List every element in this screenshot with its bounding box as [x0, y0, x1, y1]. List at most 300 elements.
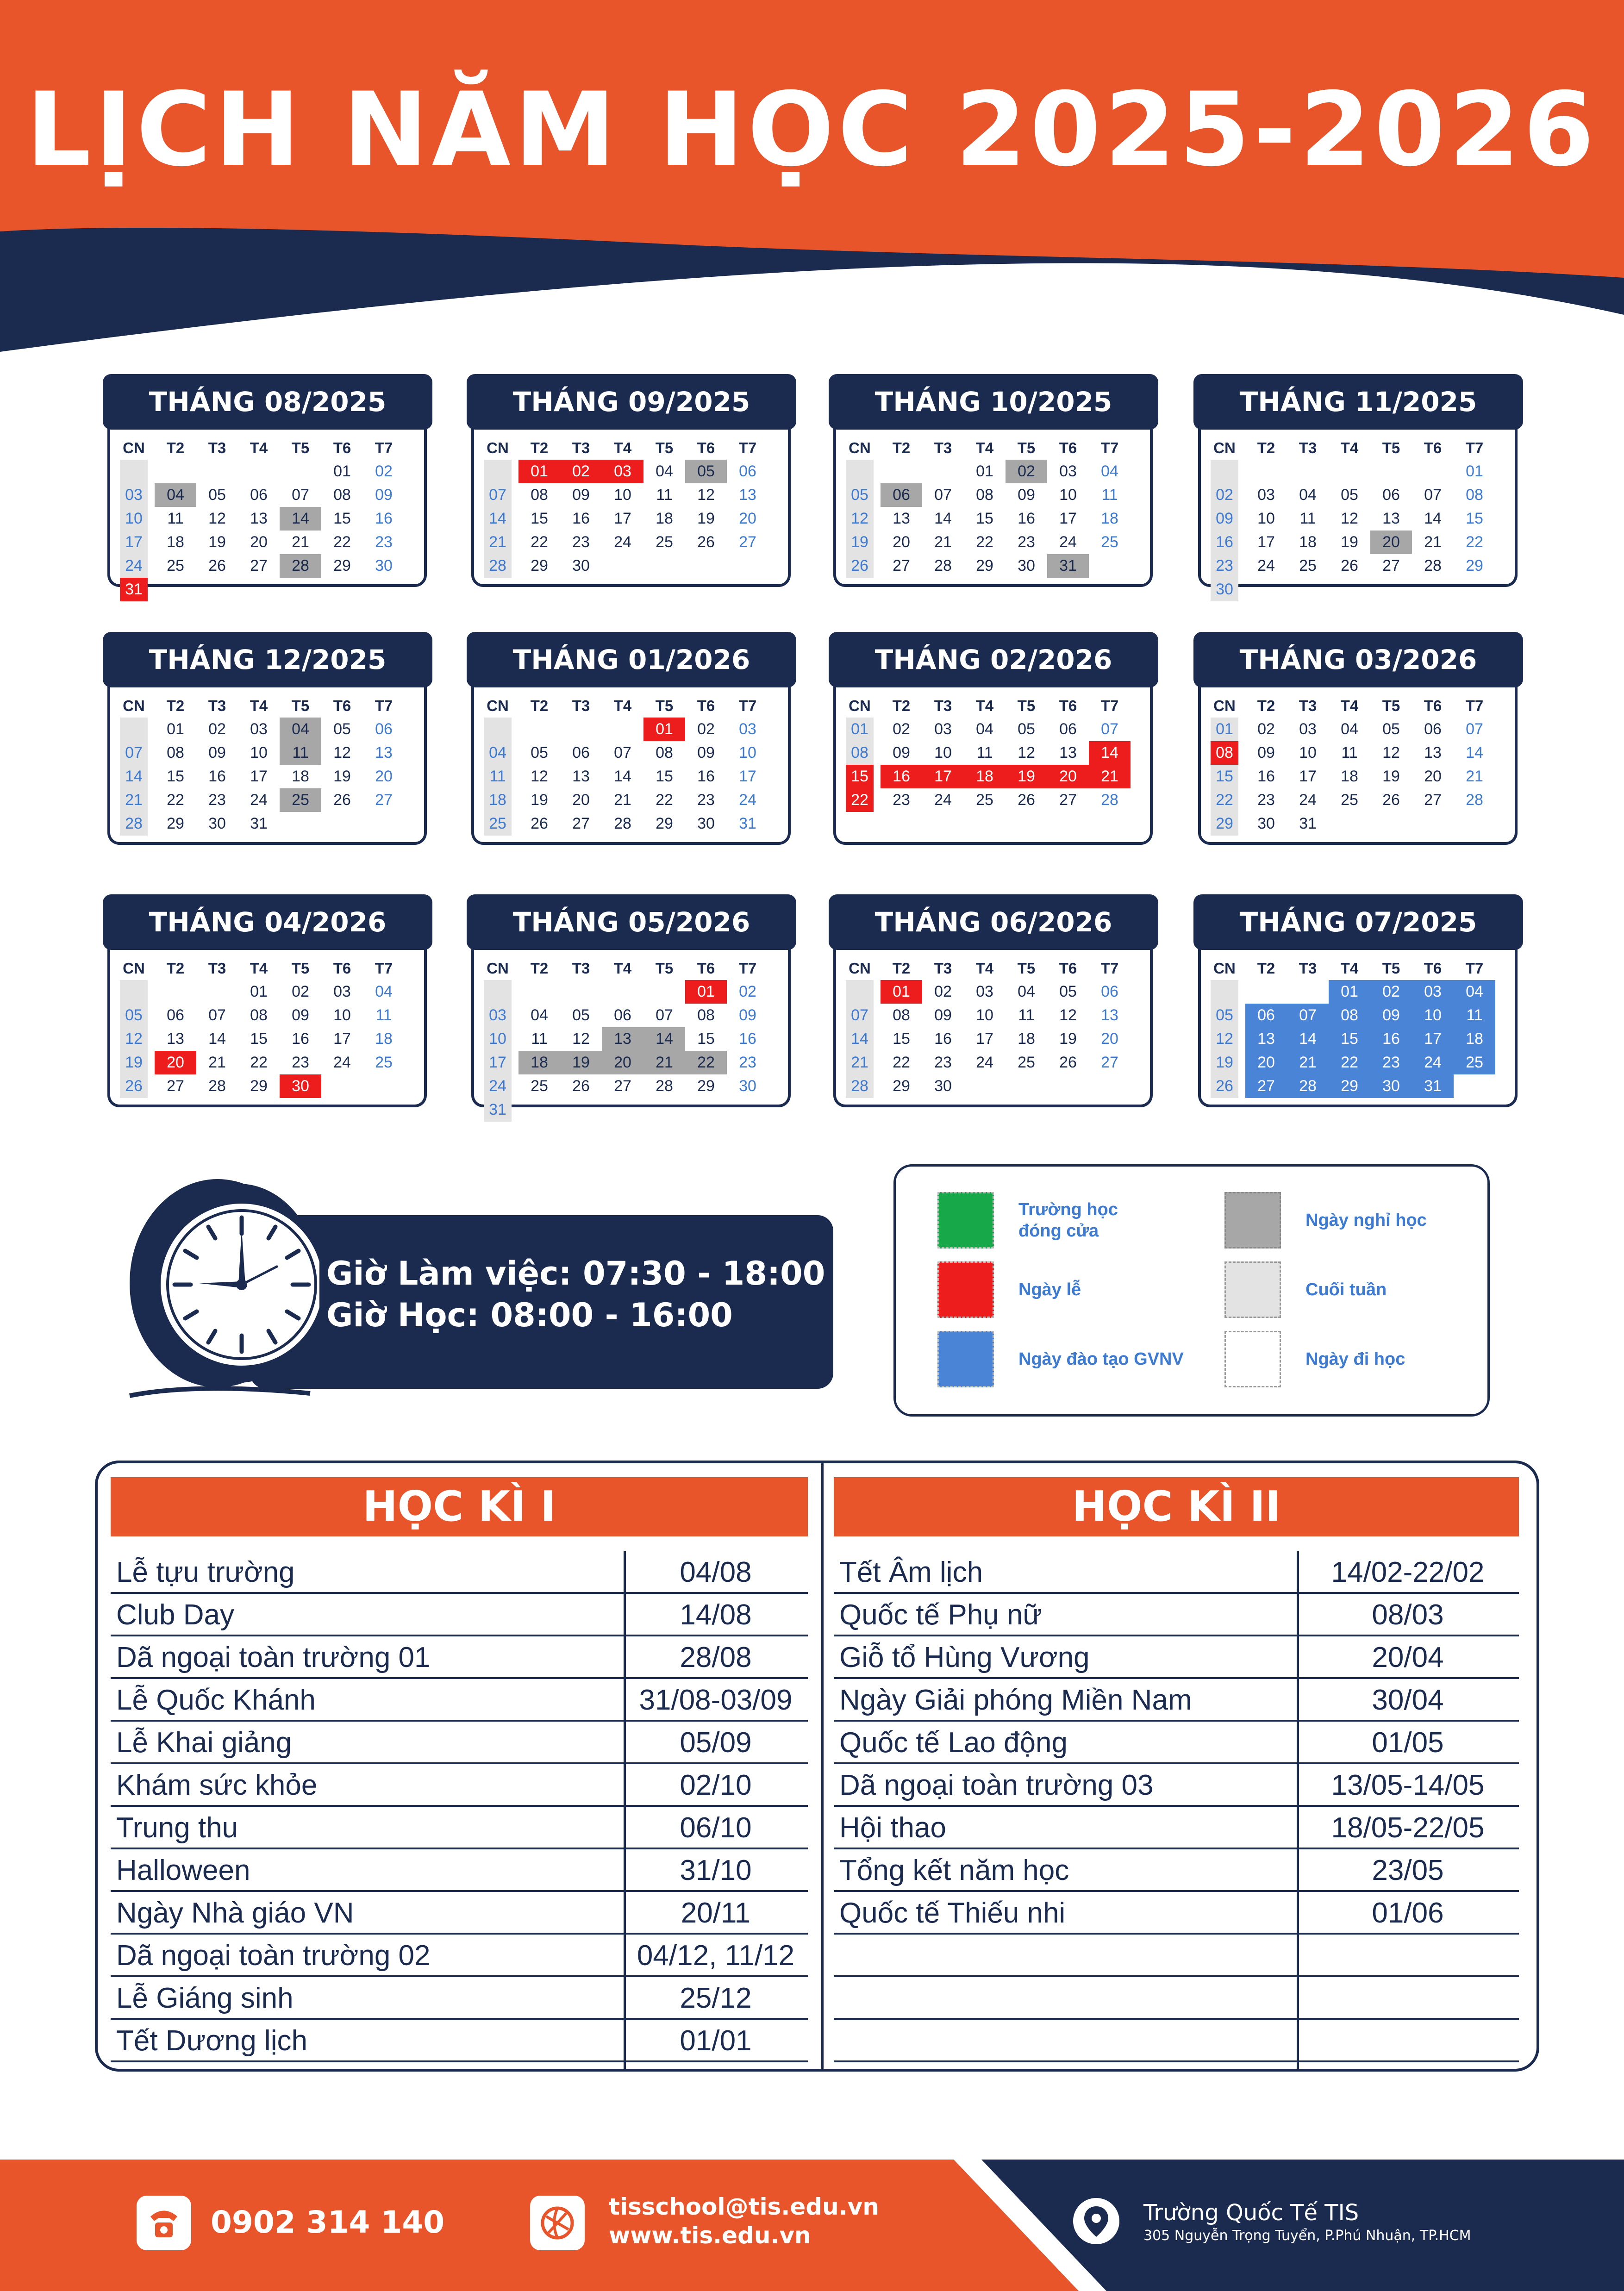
- calendar-day: 10: [489, 1030, 506, 1048]
- weekday-label: CN: [487, 697, 509, 714]
- calendar-day: 13: [602, 1027, 643, 1051]
- footer-phone[interactable]: 0902 314 140: [211, 2204, 445, 2240]
- calendar-day: 05: [685, 460, 727, 483]
- web-icon: [530, 2196, 585, 2250]
- calendar-day: 13: [1245, 1027, 1287, 1051]
- calendar-day: 19: [531, 791, 548, 809]
- calendar-day: 13: [1424, 744, 1442, 762]
- calendar-day: 18: [1101, 510, 1118, 527]
- calendar-day: 16: [934, 1030, 952, 1048]
- calendar-day: 11: [531, 1030, 548, 1048]
- table-row: [834, 1935, 1519, 1977]
- event-name: Trung thu: [116, 1812, 238, 1844]
- calendar-day: 17: [614, 510, 631, 527]
- event-name: Lễ Khai giảng: [116, 1727, 292, 1759]
- calendar-day: 25: [531, 1077, 548, 1095]
- calendar-day: 25: [1454, 1051, 1495, 1074]
- calendar-day: 25: [1101, 533, 1118, 551]
- calendar-day: 14: [614, 768, 631, 785]
- semester1-title: HỌC KÌ I: [111, 1477, 808, 1536]
- calendar-day: 03: [602, 460, 643, 483]
- calendar-day: 26: [1059, 1054, 1077, 1071]
- calendar-day: 18: [167, 533, 184, 551]
- weekday-label: T2: [530, 697, 549, 714]
- calendar-day: 19: [1382, 768, 1400, 785]
- month-calendar: [829, 632, 1158, 849]
- calendar-day: 24: [1412, 1051, 1454, 1074]
- legend-label-holiday: Ngày lễ: [1018, 1280, 1081, 1299]
- calendar-day: 08: [1466, 486, 1483, 504]
- calendar-day: 18: [1454, 1027, 1495, 1051]
- calendar-day: 14: [1089, 741, 1131, 765]
- calendar-day: 13: [1382, 510, 1400, 527]
- event-name: Tổng kết năm học: [839, 1854, 1069, 1886]
- calendar-day: 30: [739, 1077, 756, 1095]
- calendar-day: 04: [280, 718, 321, 741]
- month-calendar: [829, 374, 1158, 592]
- footer-email[interactable]: tisschool@tis.edu.vn: [609, 2193, 879, 2220]
- calendar-day: 03: [1059, 462, 1077, 480]
- weekday-label: T6: [1424, 960, 1442, 977]
- calendar-day: 17: [1059, 510, 1077, 527]
- event-name: Giỗ tổ Hùng Vương: [839, 1642, 1090, 1673]
- calendar-day: 02: [375, 462, 393, 480]
- table-row: [834, 1849, 1519, 1892]
- calendar-day: 29: [656, 815, 673, 832]
- calendar-day: 20: [1047, 765, 1089, 788]
- calendar-day: 01: [685, 980, 727, 1004]
- calendar-day: 22: [656, 791, 673, 809]
- weekday-label: T4: [975, 439, 994, 456]
- calendar-day: 16: [208, 768, 226, 785]
- calendar-day: 11: [1299, 510, 1316, 527]
- phone-icon: [137, 2196, 191, 2250]
- calendar-day: 30: [208, 815, 226, 832]
- weekday-label: T6: [1059, 439, 1077, 456]
- weekday-label: T2: [1257, 697, 1275, 714]
- calendar-day: 29: [893, 1077, 910, 1095]
- footer-website[interactable]: www.tis.edu.vn: [609, 2222, 811, 2249]
- calendar-day: 30: [1216, 581, 1233, 598]
- calendar-day: 29: [1216, 815, 1233, 832]
- weekday-label: T3: [1299, 439, 1317, 456]
- calendar-day: 27: [1382, 557, 1400, 574]
- event-date: 04/12, 11/12: [637, 1940, 795, 1972]
- calendar-day: 07: [656, 1006, 673, 1024]
- weekday-label: CN: [849, 439, 871, 456]
- event-date: 05/09: [680, 1727, 752, 1759]
- table-row: [834, 1722, 1519, 1764]
- calendar-day: 29: [167, 815, 184, 832]
- event-name: Halloween: [116, 1854, 250, 1886]
- calendar-day: 30: [1018, 557, 1035, 574]
- calendar-day: 19: [125, 1054, 143, 1071]
- calendar-day: 01: [643, 718, 685, 741]
- calendar-day: 21: [851, 1054, 868, 1071]
- calendar-day: 14: [125, 768, 143, 785]
- weekday-label: T4: [250, 960, 268, 977]
- calendar-day: 03: [1257, 486, 1275, 504]
- calendar-day: 18: [489, 791, 506, 809]
- calendar-day: 03: [1299, 720, 1317, 738]
- event-name: Hội thao: [839, 1812, 946, 1844]
- event-name: Ngày Nhà giáo VN: [116, 1897, 354, 1929]
- month-calendar: [467, 632, 796, 849]
- calendar-day: 09: [572, 486, 590, 504]
- calendar-day: 04: [1454, 980, 1495, 1004]
- calendar-day: 12: [1341, 510, 1358, 527]
- weekday-label: T7: [375, 960, 393, 977]
- calendar-day: 05: [851, 486, 868, 504]
- event-date: 13/05-14/05: [1331, 1769, 1485, 1801]
- calendar-day: 09: [1018, 486, 1035, 504]
- calendar-day: 16: [572, 510, 590, 527]
- calendar-day: 27: [167, 1077, 184, 1095]
- legend-swatch-holiday: [937, 1261, 994, 1318]
- month-title: THÁNG 07/2025: [1193, 894, 1523, 950]
- weekday-label: T2: [1257, 439, 1275, 456]
- calendar-day: 02: [697, 720, 715, 738]
- calendar-day: 08: [167, 744, 184, 762]
- event-name: Khám sức khỏe: [116, 1769, 318, 1801]
- calendar-day: 20: [739, 510, 756, 527]
- calendar-day: 28: [1466, 791, 1483, 809]
- weekday-label: T5: [291, 439, 310, 456]
- calendar-day: 20: [250, 533, 268, 551]
- calendar-day: 13: [1101, 1006, 1118, 1024]
- calendar-day: 18: [656, 510, 673, 527]
- event-date: 20/04: [1372, 1642, 1444, 1673]
- event-date: 28/08: [680, 1642, 752, 1673]
- calendar-day: 20: [572, 791, 590, 809]
- calendar-day: 02: [1216, 486, 1233, 504]
- calendar-day: 19: [560, 1051, 602, 1074]
- month-title: THÁNG 01/2026: [467, 632, 796, 687]
- calendar-day: 15: [250, 1030, 268, 1048]
- weekday-label: T7: [1100, 439, 1119, 456]
- calendar-day: 17: [1299, 768, 1317, 785]
- calendar-day: 09: [208, 744, 226, 762]
- calendar-day: 23: [1257, 791, 1275, 809]
- calendar-day: 05: [572, 1006, 590, 1024]
- calendar-day: 17: [1257, 533, 1275, 551]
- calendar-day: 27: [1059, 791, 1077, 809]
- weekday-label: T5: [291, 697, 310, 714]
- calendar-day: 29: [697, 1077, 715, 1095]
- calendar-day: 21: [1287, 1051, 1329, 1074]
- calendar-day: 01: [167, 720, 184, 738]
- month-title: THÁNG 12/2025: [103, 632, 432, 687]
- calendar-day: 14: [489, 510, 506, 527]
- calendar-day: 08: [1211, 741, 1238, 765]
- event-name: Quốc tế Phụ nữ: [839, 1599, 1042, 1631]
- calendar-day: 14: [1287, 1027, 1329, 1051]
- calendar-day: 25: [489, 815, 506, 832]
- calendar-day: 17: [922, 765, 964, 788]
- weekday-label: T4: [1340, 697, 1359, 714]
- calendar-day: 07: [292, 486, 309, 504]
- calendar-day: 24: [250, 791, 268, 809]
- month-calendar: [829, 894, 1158, 1112]
- calendar-day: 12: [1382, 744, 1400, 762]
- calendar-day: 12: [125, 1030, 143, 1048]
- calendar-day: 02: [1257, 720, 1275, 738]
- table-row: [834, 1679, 1519, 1722]
- table-row: [111, 1849, 808, 1892]
- calendar-day: 05: [1059, 983, 1077, 1000]
- calendar-day: 12: [697, 486, 715, 504]
- weekday-label: T7: [738, 960, 757, 977]
- month-calendar: [1193, 374, 1523, 598]
- calendar-day: 03: [934, 720, 952, 738]
- calendar-day: 12: [1018, 744, 1035, 762]
- calendar-day: 15: [1216, 768, 1233, 785]
- calendar-day: 10: [614, 486, 631, 504]
- weekday-label: T5: [655, 439, 674, 456]
- calendar-day: 06: [572, 744, 590, 762]
- weekday-label: T2: [530, 439, 549, 456]
- calendar-day: 15: [1466, 510, 1483, 527]
- calendar-day: 21: [1424, 533, 1442, 551]
- calendar-day: 27: [1424, 791, 1442, 809]
- calendar-day: 07: [851, 1006, 868, 1024]
- calendar-day: 16: [697, 768, 715, 785]
- event-date: 01/01: [680, 2025, 752, 2057]
- calendar-day: 29: [1466, 557, 1483, 574]
- weekday-label: T2: [892, 960, 911, 977]
- calendar-day: 27: [893, 557, 910, 574]
- calendar-day: 05: [531, 744, 548, 762]
- calendar-day: 24: [125, 557, 143, 574]
- calendar-day: 15: [531, 510, 548, 527]
- calendar-day: 25: [1341, 791, 1358, 809]
- calendar-day: 08: [531, 486, 548, 504]
- calendar-day: 20: [602, 1051, 643, 1074]
- calendar-day: 07: [1101, 720, 1118, 738]
- calendar-day: 14: [643, 1027, 685, 1051]
- weekday-label: T2: [892, 697, 911, 714]
- calendar-day: 12: [208, 510, 226, 527]
- calendar-day: 20: [155, 1051, 196, 1074]
- calendar-day: 19: [1006, 765, 1047, 788]
- calendar-day: 24: [1257, 557, 1275, 574]
- event-name: Dã ngoại toàn trường 03: [839, 1769, 1154, 1801]
- weekday-label: T2: [530, 960, 549, 977]
- table-row: [834, 1807, 1519, 1849]
- calendar-day: 28: [934, 557, 952, 574]
- calendar-day: 27: [1101, 1054, 1118, 1071]
- calendar-day: 21: [614, 791, 631, 809]
- weekday-label: T7: [375, 439, 393, 456]
- weekday-label: CN: [123, 960, 145, 977]
- calendar-day: 22: [250, 1054, 268, 1071]
- table-row: [834, 1636, 1519, 1679]
- calendar-day: 23: [1018, 533, 1035, 551]
- calendar-day: 02: [893, 720, 910, 738]
- event-name: Ngày Giải phóng Miền Nam: [839, 1684, 1192, 1716]
- calendar-day: 24: [739, 791, 756, 809]
- calendar-day: 13: [250, 510, 268, 527]
- table-row: [111, 1892, 808, 1935]
- calendar-day: 31: [250, 815, 268, 832]
- legend-label-school: Ngày đi học: [1305, 1349, 1405, 1369]
- calendar-day: 28: [125, 815, 143, 832]
- calendar-day: 15: [846, 765, 874, 788]
- weekday-label: T4: [975, 960, 994, 977]
- weekday-label: CN: [487, 960, 509, 977]
- weekday-label: T7: [1100, 697, 1119, 714]
- calendar-day: 12: [572, 1030, 590, 1048]
- calendar-day: 28: [489, 557, 506, 574]
- weekday-label: T5: [1017, 697, 1036, 714]
- calendar-day: 12: [851, 510, 868, 527]
- calendar-day: 04: [155, 483, 196, 507]
- calendar-day: 16: [1216, 533, 1233, 551]
- calendar-day: 22: [893, 1054, 910, 1071]
- weekday-label: T4: [613, 960, 632, 977]
- month-title: THÁNG 05/2026: [467, 894, 796, 950]
- calendar-day: 06: [1424, 720, 1442, 738]
- table-row: [834, 1977, 1519, 2020]
- calendar-day: 23: [292, 1054, 309, 1071]
- calendar-day: 10: [976, 1006, 993, 1024]
- calendar-day: 16: [1018, 510, 1035, 527]
- calendar-day: 03: [1412, 980, 1454, 1004]
- calendar-day: 18: [375, 1030, 393, 1048]
- calendar-day: 26: [208, 557, 226, 574]
- weekday-label: T5: [655, 960, 674, 977]
- calendar-day: 01: [851, 720, 868, 738]
- calendar-day: 31: [489, 1101, 506, 1118]
- calendar-day: 13: [167, 1030, 184, 1048]
- calendar-day: 28: [208, 1077, 226, 1095]
- calendar-day: 17: [125, 533, 143, 551]
- calendar-day: 03: [250, 720, 268, 738]
- calendar-day: 26: [531, 815, 548, 832]
- calendar-day: 02: [208, 720, 226, 738]
- calendar-day: 12: [1216, 1030, 1233, 1048]
- calendar-day: 19: [1341, 533, 1358, 551]
- table-row: [834, 1551, 1519, 1594]
- calendar-day: 22: [167, 791, 184, 809]
- calendar-day: 05: [1018, 720, 1035, 738]
- calendar-day: 19: [208, 533, 226, 551]
- event-name: Club Day: [116, 1599, 234, 1631]
- weekday-label: T2: [166, 960, 185, 977]
- calendar-day: 07: [125, 744, 143, 762]
- calendar-day: 13: [893, 510, 910, 527]
- calendar-day: 11: [375, 1006, 392, 1024]
- calendar-day: 23: [934, 1054, 952, 1071]
- semester-tables: [95, 1461, 1539, 2072]
- calendar-day: 11: [976, 744, 993, 762]
- calendar-day: 11: [489, 768, 506, 785]
- calendar-day: 22: [976, 533, 993, 551]
- weekday-label: T3: [1299, 697, 1317, 714]
- calendar-day: 26: [333, 791, 351, 809]
- weekday-label: CN: [123, 697, 145, 714]
- calendar-day: 05: [1382, 720, 1400, 738]
- weekday-label: T6: [697, 439, 715, 456]
- calendar-day: 04: [1299, 486, 1317, 504]
- calendar-day: 20: [1370, 531, 1412, 554]
- calendar-day: 24: [976, 1054, 993, 1071]
- calendar-day: 25: [976, 791, 993, 809]
- calendar-day: 03: [489, 1006, 506, 1024]
- calendar-day: 10: [250, 744, 268, 762]
- weekday-label: T3: [934, 697, 952, 714]
- weekday-label: T6: [333, 697, 351, 714]
- calendar-day: 06: [614, 1006, 631, 1024]
- weekday-label: T2: [166, 439, 185, 456]
- weekday-label: T6: [333, 960, 351, 977]
- legend-swatch-school: [1224, 1331, 1281, 1387]
- calendar-day: 11: [656, 486, 673, 504]
- calendar-day: 18: [964, 765, 1006, 788]
- event-date: 06/10: [680, 1812, 752, 1844]
- calendar-day: 30: [280, 1074, 321, 1098]
- calendar-day: 24: [934, 791, 952, 809]
- event-date: 02/10: [680, 1769, 752, 1801]
- calendar-day: 27: [1245, 1074, 1287, 1098]
- calendar-day: 05: [208, 486, 226, 504]
- table-row: [111, 1977, 808, 2020]
- calendar-day: 14: [208, 1030, 226, 1048]
- calendar-day: 16: [1370, 1027, 1412, 1051]
- calendar-day: 22: [333, 533, 351, 551]
- clock-icon: [120, 1176, 319, 1398]
- calendar-day: 18: [1018, 1030, 1035, 1048]
- calendar-day: 17: [250, 768, 268, 785]
- calendar-day: 30: [1257, 815, 1275, 832]
- calendar-day: 29: [531, 557, 548, 574]
- calendar-day: 29: [976, 557, 993, 574]
- weekday-label: T4: [613, 439, 632, 456]
- calendar-day: 28: [851, 1077, 868, 1095]
- calendar-day: 28: [1101, 791, 1118, 809]
- calendar-day: 10: [1257, 510, 1275, 527]
- calendar-day: 12: [531, 768, 548, 785]
- semester2-title: HỌC KÌ II: [834, 1477, 1519, 1536]
- weekday-label: T6: [1059, 960, 1077, 977]
- calendar-day: 23: [1216, 557, 1233, 574]
- calendar-day: 07: [489, 486, 506, 504]
- calendar-day: 21: [208, 1054, 226, 1071]
- calendar-day: 08: [851, 744, 868, 762]
- weekday-label: T4: [975, 697, 994, 714]
- month-calendar: [467, 894, 796, 1118]
- calendar-day: 18: [1341, 768, 1358, 785]
- calendar-day: 11: [1101, 486, 1118, 504]
- calendar-day: 21: [934, 533, 952, 551]
- calendar-day: 24: [333, 1054, 351, 1071]
- calendar-day: 15: [1329, 1027, 1370, 1051]
- event-date: 20/11: [681, 1897, 751, 1929]
- calendar-day: 25: [375, 1054, 393, 1071]
- legend-label-weekend: Cuối tuần: [1305, 1280, 1387, 1299]
- weekday-label: T6: [1424, 697, 1442, 714]
- weekday-label: T5: [1382, 697, 1400, 714]
- calendar-day: 11: [1454, 1004, 1495, 1027]
- weekday-label: T3: [572, 439, 590, 456]
- calendar-day: 09: [934, 1006, 952, 1024]
- table-row: [834, 1594, 1519, 1636]
- event-date: 01/05: [1372, 1727, 1444, 1759]
- calendar-day: 21: [489, 533, 506, 551]
- calendar-day: 01: [1216, 720, 1233, 738]
- month-title: THÁNG 03/2026: [1193, 632, 1523, 687]
- calendar-day: 03: [976, 983, 993, 1000]
